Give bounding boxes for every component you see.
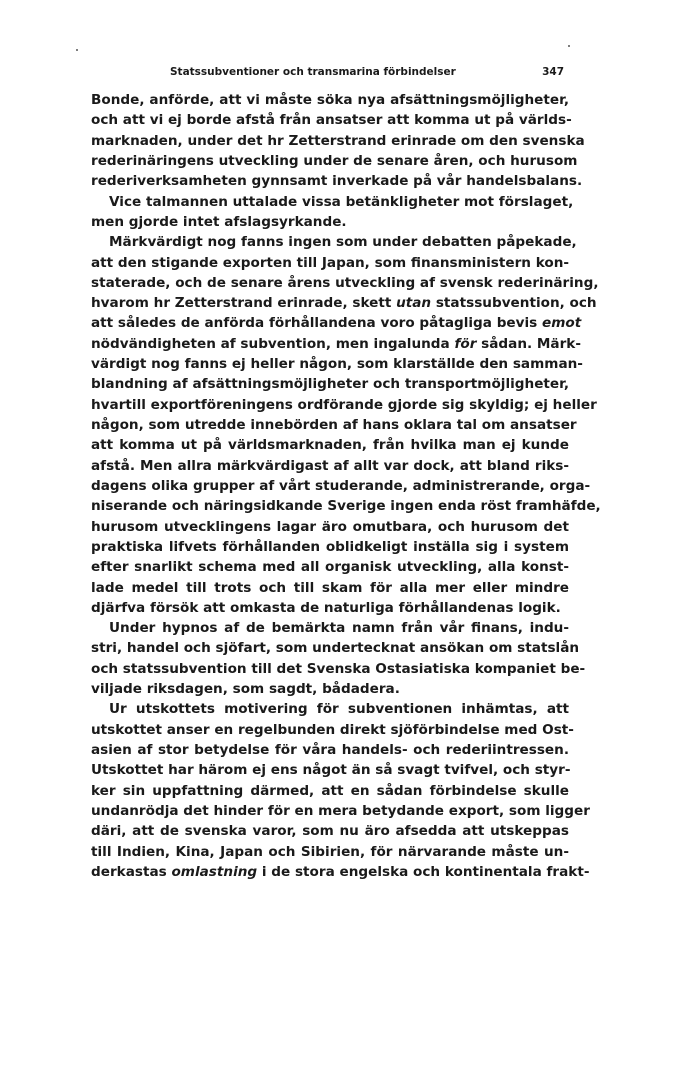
text-line: stri, handel och sjöfart, som undertecknat ansökan om statslån xyxy=(91,640,580,657)
text-segment: hvarom hr Zetterstrand erinrade, skett xyxy=(91,295,392,312)
text-line: undanrödja det hinder för en mera betydande export, som ligger xyxy=(91,802,590,819)
text-segment: statssubvention, och xyxy=(435,295,597,312)
text-segment: derkastas xyxy=(91,863,167,880)
text-line: att komma ut på världsmarknaden, från hvilka man ej kunde xyxy=(91,437,569,454)
text-line: utskottet anser en regelbunden direkt sjöförbindelse med Ost- xyxy=(91,721,574,738)
text-line: dagens olika grupper af vårt studerande, administrerande, orga- xyxy=(91,477,591,494)
text-line: viljade riksdagen, som sagdt, bådadera. xyxy=(91,681,400,698)
text-line: att den stigande exporten till Japan, som finansministern kon- xyxy=(91,254,570,271)
text-line xyxy=(91,293,597,313)
text-line: och att vi ej borde afstå från ansatser att komma ut på världs- xyxy=(91,112,572,129)
text-line: hvartill exportföreningens ordförande gjorde sig skyldig; ej heller xyxy=(91,396,597,413)
text-segment: nödvändigheten af subvention, men ingalunda xyxy=(91,335,450,352)
text-line: Vice talmannen uttalade vissa betänkligheter mot förslaget, xyxy=(109,193,574,210)
text-line: djärfva försök att omkasta de naturliga förhållandenas logik. xyxy=(91,599,561,616)
text-line xyxy=(91,334,581,354)
text-line: asien af stor betydelse för våra handels- och rederiintressen. xyxy=(91,742,569,758)
text-line: marknaden, under det hr Zetterstrand erinrade om den svenska xyxy=(91,132,585,149)
running-title: Statssubventioner och transmarina förbindelser xyxy=(170,66,456,78)
text-line: Bonde, anförde, att vi måste söka nya afsättningsmöjligheter, xyxy=(91,92,569,108)
text-line: värdigt nog fanns ej heller någon, som klarställde den samman- xyxy=(91,356,583,373)
text-line: Ur utskottets motivering för subventionen inhämtas, att xyxy=(109,701,569,718)
text-line: till Indien, Kina, Japan och Sibirien, för närvarande måste un- xyxy=(91,843,569,860)
text-line: Utskottet har härom ej ens något än så svagt tvifvel, och styr- xyxy=(91,762,571,779)
text-line: staterade, och de senare årens utveckling af svensk rederinäring, xyxy=(91,274,599,291)
text-line: Under hypnos af de bemärkta namn från vår finans, indu- xyxy=(109,620,569,637)
text-line: och statssubvention till det Svenska Ostasiatiska kompaniet be- xyxy=(91,660,586,677)
body-text xyxy=(91,90,601,882)
text-line xyxy=(91,313,582,333)
emphasis-emot: emot xyxy=(542,315,582,332)
text-line: efter snarlikt schema med all organisk utveckling, alla konst- xyxy=(91,559,569,576)
text-line: Märkvärdigt nog fanns ingen som under debatten påpekade, xyxy=(109,234,577,251)
print-speck xyxy=(568,45,570,47)
text-line: hurusom utvecklingens lagar äro omutbara, och hurusom det xyxy=(91,518,569,535)
text-line: men gjorde intet afslagsyrkande. xyxy=(91,213,347,230)
running-head xyxy=(90,66,570,82)
text-line: blandning af afsättningsmöjligheter och transportmöjligheter, xyxy=(91,376,569,393)
text-segment: att således de anförda förhållandena voro påtagliga bevis xyxy=(91,315,538,332)
emphasis-for: för xyxy=(454,335,477,352)
text-line: rederiverksamheten gynnsamt inverkade på vår handelsbalans. xyxy=(91,173,583,190)
text-segment: i de stora engelska och kontinentala frakt- xyxy=(261,863,590,880)
text-segment: sådan. Märk- xyxy=(481,335,581,352)
text-line: afstå. Men allra märkvärdigast af allt var dock, att bland riks- xyxy=(91,457,569,474)
text-line: rederinäringens utveckling under de senare åren, och hurusom xyxy=(91,152,578,169)
emphasis-utan: utan xyxy=(396,295,432,312)
text-line: ker sin uppfattning därmed, att en sådan förbindelse skulle xyxy=(91,782,569,799)
text-line xyxy=(91,862,590,882)
text-line: lade medel till trots och till skam för alla mer eller mindre xyxy=(91,579,569,596)
text-line: någon, som utredde innebörden af hans oklara tal om ansatser xyxy=(91,417,577,433)
page-number: 347 xyxy=(542,66,564,78)
print-speck xyxy=(76,49,78,51)
emphasis-omlastning: omlastning xyxy=(171,863,258,880)
text-line: däri, att de svenska varor, som nu äro afsedda att utskeppas xyxy=(91,823,569,840)
text-line: niserande och näringsidkande Sverige ingen enda röst framhäfde, xyxy=(91,498,601,515)
text-line: praktiska lifvets förhållanden oblidkeligt inställa sig i system xyxy=(91,538,569,555)
